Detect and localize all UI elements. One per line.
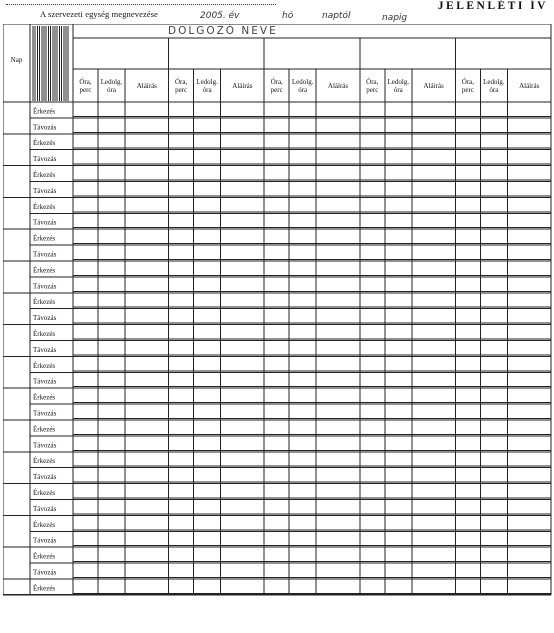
- day-column-header: Nap: [10, 56, 23, 64]
- row-label: Távozás: [33, 314, 57, 323]
- sub-column-header-line2: óra: [298, 86, 308, 94]
- sub-column-header-line2: óra: [393, 86, 403, 94]
- handwritten-from-label: naptól: [322, 11, 351, 21]
- org-unit-label: A szervezeti egység megnevezése: [40, 9, 159, 19]
- handwritten-month-label: hó: [282, 11, 294, 21]
- row-label: Távozás: [33, 345, 57, 354]
- row-label: Távozás: [33, 536, 57, 545]
- sub-column-header-line2: óra: [489, 86, 499, 94]
- row-label: Távozás: [33, 218, 57, 227]
- row-label: Távozás: [33, 504, 57, 513]
- sub-column-header-line2: perc: [461, 86, 474, 94]
- row-label: Érkezés: [33, 171, 56, 179]
- row-label: Érkezés: [33, 361, 56, 370]
- sub-column-header: Aláírás: [232, 82, 253, 90]
- row-label: Érkezés: [33, 457, 56, 466]
- row-label: Érkezés: [33, 330, 56, 338]
- sub-column-header-line1: Ledolg.: [196, 78, 218, 86]
- row-label: Érkezés: [33, 234, 56, 243]
- sub-column-header-line1: Ledolg.: [291, 78, 314, 86]
- sub-column-header-line1: Óra,: [270, 78, 283, 86]
- row-label: Távozás: [33, 441, 57, 450]
- sub-column-header: Aláírás: [423, 82, 444, 90]
- row-label: Érkezés: [33, 202, 56, 211]
- row-label: Érkezés: [33, 139, 56, 148]
- row-label: Távozás: [33, 123, 57, 132]
- sub-column-header-line2: perc: [175, 86, 188, 94]
- sub-column-header: Aláírás: [327, 82, 349, 90]
- org-unit-dotted-line: [6, 4, 276, 5]
- attendance-table: [3, 24, 553, 631]
- row-label: Távozás: [33, 409, 57, 418]
- row-label: Érkezés: [33, 520, 56, 529]
- document-title: JELENLÉTI ÍV: [437, 0, 548, 12]
- handwritten-employee-header: DOLGOZÓ NEVE: [168, 25, 278, 37]
- row-label: Távozás: [33, 282, 57, 291]
- row-label: Érkezés: [33, 425, 56, 434]
- sub-column-header-line1: Ledolg.: [387, 78, 410, 86]
- sub-column-header-line1: Ledolg.: [100, 78, 123, 86]
- sub-column-header-line1: Óra,: [174, 78, 188, 86]
- row-label: Távozás: [33, 155, 57, 164]
- sub-column-header-line1: Óra,: [79, 78, 92, 86]
- row-label: Érkezés: [33, 393, 56, 402]
- row-label: Érkezés: [33, 298, 56, 307]
- row-label: Távozás: [33, 186, 57, 195]
- handwritten-year: 2005. év: [200, 11, 240, 21]
- row-label: Érkezés: [33, 266, 56, 275]
- row-label: Érkezés: [33, 552, 56, 561]
- row-label: Távozás: [33, 568, 57, 577]
- row-label: Érkezés: [33, 584, 56, 593]
- sub-column-header: Aláírás: [519, 82, 540, 90]
- sub-column-header-line1: Óra,: [461, 78, 475, 86]
- row-label: Távozás: [33, 377, 57, 386]
- row-label: Távozás: [33, 250, 57, 259]
- handwritten-to-label: napig: [382, 13, 408, 23]
- row-label: Távozás: [33, 473, 57, 482]
- sub-column-header-line2: óra: [202, 86, 212, 94]
- sub-column-header-line2: perc: [270, 86, 283, 94]
- sub-column-header: Aláírás: [136, 82, 157, 90]
- sub-column-header-line2: óra: [107, 86, 116, 94]
- sub-column-header-line1: Óra,: [366, 78, 379, 86]
- row-label: Érkezés: [33, 107, 56, 116]
- row-label: Érkezés: [33, 489, 56, 497]
- sub-column-header-line1: Ledolg.: [483, 78, 505, 86]
- sub-column-header-line2: perc: [366, 86, 379, 94]
- sub-column-header-line2: perc: [79, 86, 92, 94]
